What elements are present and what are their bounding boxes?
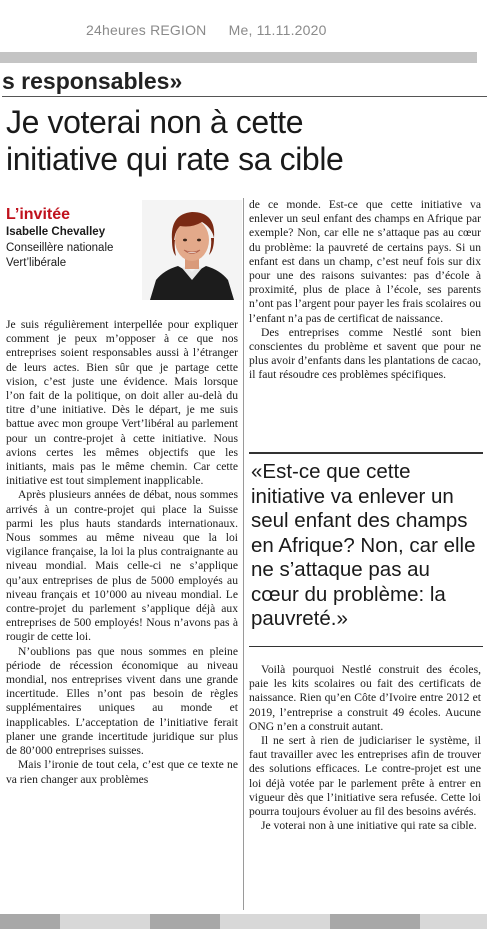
paragraph: Voilà pourquoi Nestlé construit des écoles, paie les kits scolaires ou fait des certificats de naissance. Rien qu’en Côte d’Ivoire entre 2012 et 2019, l’entreprise a construit 49 écoles. Aucune ONG n’en a construit autant. xyxy=(249,663,481,733)
author-role-line-2: Vert’libérale xyxy=(6,257,67,269)
section-bar xyxy=(0,52,487,63)
author-name: Isabelle Chevalley xyxy=(6,226,106,238)
column-divider xyxy=(243,198,244,910)
rubric-rule xyxy=(2,96,487,97)
author-box xyxy=(6,200,242,304)
pull-quote xyxy=(249,452,483,648)
author-portrait xyxy=(142,200,242,300)
paragraph: Il ne sert à rien de judiciariser le système, il faut travailler avec les entreprises afin de trouver des solutions efficaces. Le contre-projet est une loi déjà votée par le parlement prête à entrer en vigueur dès que l’initiative sera refusée. Cette loi pourra toujours évoluer au fil des besoins avérés. xyxy=(249,734,481,819)
publication-date: Me, 11.11.2020 xyxy=(228,22,327,38)
headline-line-1: Je voterai non à cette xyxy=(6,104,304,140)
page-footer-strip xyxy=(0,914,487,929)
article-headline xyxy=(6,104,476,178)
publication-name: 24heures REGION xyxy=(86,22,207,38)
author-role-line-1: Conseillère nationale xyxy=(6,242,114,254)
article-column-1 xyxy=(6,318,238,787)
article-column-3 xyxy=(249,663,481,833)
quote-rule-top xyxy=(249,452,483,454)
rubric-text: s responsables» xyxy=(2,68,183,94)
paragraph: Après plusieurs années de débat, nous sommes arrivés à un contre-projet qui place la Suisse parmi les plus hauts standards internationaux. Nous sommes au même niveau que la loi vigilance française, la loi la plus contraignante au niveau mondial. Mais celle-ci ne s’applique qu’aux entreprises de plus de 5000 employés au niveau français et 10’000 au niveau mondial. Le contre-projet du parlement s’applique déjà aux entreprises de 500 employés! Nous n’avons pas à rougir de cette loi. xyxy=(6,488,238,644)
article-column-2 xyxy=(249,198,481,383)
paragraph: Mais l’ironie de tout cela, c’est que ce texte ne va rien changer aux problèmes xyxy=(6,758,238,786)
section-rubric xyxy=(0,66,487,96)
paragraph: N’oublions pas que nous sommes en pleine période de récession économique au niveau mondial, nos entreprises vivent dans une grande incertitude. Elles n’ont pas besoin de règles supplémentaires uniques au monde et inapplicables. L’acceptation de l’initiative ferait planer une grande incertitude juridique sur plus de 80’000 entreprises suisses. xyxy=(6,644,238,758)
paragraph: Des entreprises comme Nestlé sont bien conscientes du problème et savent que pour ne plus avoir d’enfants dans les plantations de cacao, il faut résoudre ces problèmes spécifiques. xyxy=(249,325,481,382)
headline-line-2: initiative qui rate sa cible xyxy=(6,141,344,177)
paragraph: Je suis régulièrement interpellée pour expliquer comment je peux m’opposer à ce que nos entreprises soient responsables aussi à l’étranger de leurs actes. Bien sûr que je partage cette vision, c’est juste une évidence. Mais lorsque l’on fait de la politique, on doit aller au-delà du titre d’une initiative. Dès le départ, je me suis battue avec mon groupe Vert’libéral au parlement pour un contre-projet à cette initiative. Nous avions certes les mêmes objectifs que les initiants, mais pas le même chemin. Car cette initiative est tout simplement inapplicable. xyxy=(6,318,238,488)
header-line xyxy=(86,22,345,38)
quote-rule-bottom xyxy=(249,646,483,647)
paragraph: Je voterai non à une initiative qui rate sa cible. xyxy=(261,819,477,833)
page-header xyxy=(0,0,487,44)
paragraph: de ce monde. Est-ce que cette initiative va enlever un seul enfant des champs en Afrique par exemple? Non, car elle ne s’attaque pas au cœur du problème: la pauvreté de certains pays. Si un enfant est dans un champ, c’est neuf fois sur dix pour une des raisons suivantes: pas d’école à proximité, plus de place à l’école, ses parents n’ont pas l’argent pour payer les frais scolaires ou l’enfant n’a pas de certificat de naissance. xyxy=(249,198,481,325)
pull-quote-text: «Est-ce que cette initiative va enlever un seul enfant des champs en Afrique? Non, car elle ne s’attaque pas au cœur du problème: la pauvreté.» xyxy=(251,460,476,630)
author-tag: L’invitée xyxy=(6,206,71,223)
